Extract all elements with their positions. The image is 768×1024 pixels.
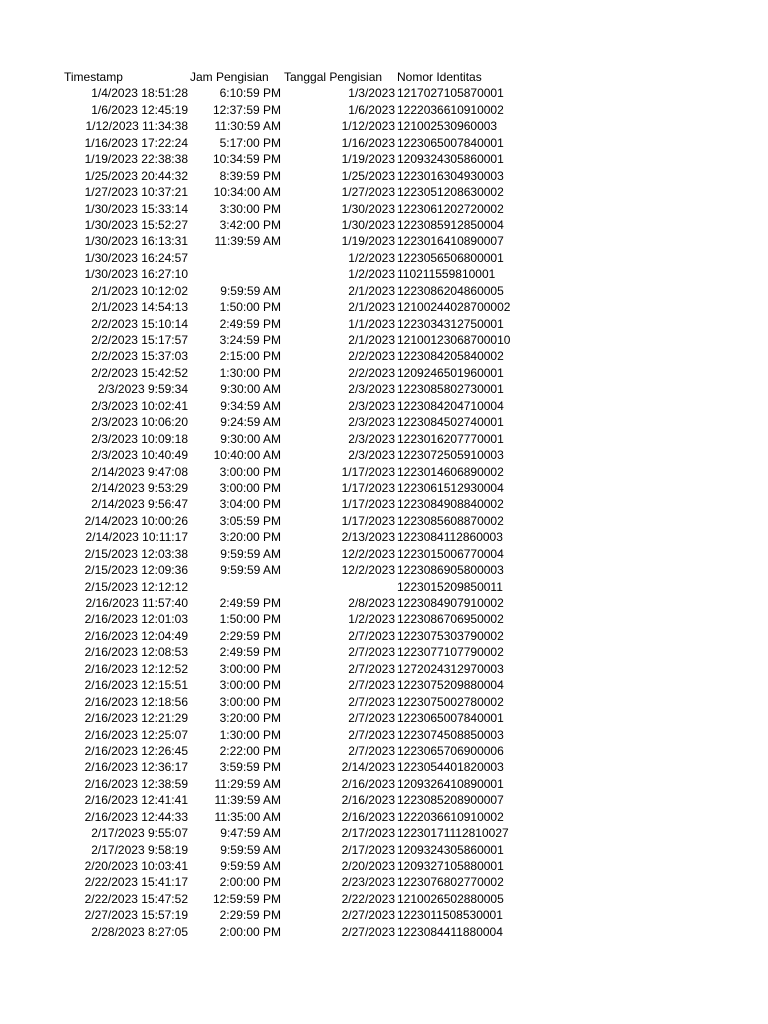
cell-timestamp: 1/25/2023 20:44:32 — [84, 168, 188, 183]
spreadsheet — [0, 69, 768, 940]
cell-jam-pengisian: 9:34:59 AM — [220, 398, 281, 413]
cell-timestamp: 2/22/2023 15:41:17 — [84, 875, 188, 890]
cell-timestamp: 2/16/2023 11:57:40 — [85, 596, 188, 610]
table-row — [0, 628, 768, 644]
cell-jam-pengisian: 3:00:00 PM — [219, 464, 281, 479]
cell-tanggal-pengisian: 2/14/2023 — [341, 760, 395, 775]
cell-timestamp: 2/3/2023 10:02:41 — [91, 398, 188, 413]
table-row — [0, 398, 768, 414]
cell-timestamp: 2/16/2023 12:15:51 — [84, 678, 188, 693]
cell-jam-pengisian: 10:34:00 AM — [213, 185, 281, 200]
table-row — [0, 842, 768, 858]
cell-timestamp: 2/16/2023 12:21:29 — [84, 711, 188, 726]
header-timestamp: Timestamp — [64, 70, 123, 84]
cell-jam-pengisian: 2:29:59 PM — [219, 908, 281, 923]
cell-jam-pengisian: 3:20:00 PM — [219, 711, 281, 726]
table-row — [0, 283, 768, 299]
cell-timestamp: 2/16/2023 12:04:49 — [84, 628, 188, 643]
cell-timestamp: 2/16/2023 12:44:33 — [84, 809, 188, 824]
cell-nomor-identitas: 1223084411880004 — [397, 924, 503, 939]
cell-nomor-identitas: 1209327105880001 — [397, 859, 504, 873]
cell-tanggal-pengisian: 2/7/2023 — [348, 711, 395, 726]
cell-nomor-identitas: 1223085912850004 — [397, 217, 504, 232]
cell-nomor-identitas: 1223065007840001 — [397, 711, 504, 726]
cell-tanggal-pengisian: 2/3/2023 — [348, 382, 395, 397]
table-row — [0, 677, 768, 693]
table-row — [0, 102, 768, 118]
cell-nomor-identitas: 1223084205840002 — [397, 349, 504, 364]
cell-timestamp: 2/16/2023 12:01:03 — [84, 612, 188, 627]
table-row — [0, 611, 768, 627]
cell-tanggal-pengisian: 1/17/2023 — [341, 513, 395, 528]
cell-nomor-identitas: 121002530960003 — [397, 119, 498, 134]
table-row — [0, 414, 768, 430]
cell-jam-pengisian: 3:59:59 PM — [219, 760, 281, 775]
cell-timestamp: 1/19/2023 22:38:38 — [84, 152, 188, 167]
table-row — [0, 792, 768, 808]
table-row — [0, 513, 768, 529]
cell-jam-pengisian: 3:42:00 PM — [219, 217, 281, 232]
cell-timestamp: 2/20/2023 10:03:41 — [84, 859, 188, 873]
cell-tanggal-pengisian: 12/2/2023 — [341, 563, 395, 578]
cell-jam-pengisian: 2:22:00 PM — [219, 743, 281, 758]
cell-timestamp: 2/2/2023 15:37:03 — [91, 349, 188, 364]
header-tanggal-pengisian: Tanggal Pengisian — [284, 70, 383, 84]
table-row — [0, 546, 768, 562]
cell-tanggal-pengisian: 2/7/2023 — [348, 694, 395, 709]
cell-timestamp: 2/16/2023 12:36:17 — [84, 760, 188, 775]
cell-timestamp: 2/3/2023 10:06:20 — [91, 415, 188, 430]
cell-tanggal-pengisian: 2/7/2023 — [348, 628, 395, 643]
table-row — [0, 332, 768, 348]
cell-jam-pengisian: 3:05:59 PM — [219, 513, 281, 528]
cell-tanggal-pengisian: 2/20/2023 — [341, 859, 395, 873]
cell-nomor-identitas: 1209324305860001 — [397, 152, 504, 167]
cell-timestamp: 2/16/2023 12:38:59 — [84, 776, 188, 791]
cell-jam-pengisian: 10:40:00 AM — [213, 448, 281, 463]
cell-nomor-identitas: 1223054401820003 — [397, 760, 504, 775]
cell-jam-pengisian: 9:30:00 AM — [220, 382, 281, 397]
cell-nomor-identitas: 1223011508530001 — [397, 908, 503, 923]
cell-nomor-identitas: 1223061202720002 — [397, 201, 504, 216]
cell-timestamp: 2/17/2023 9:55:07 — [91, 826, 188, 841]
cell-tanggal-pengisian: 1/19/2023 — [341, 152, 395, 167]
cell-nomor-identitas: 1223034312750001 — [397, 316, 504, 331]
cell-tanggal-pengisian: 2/3/2023 — [348, 431, 395, 446]
cell-jam-pengisian: 9:47:59 AM — [220, 826, 281, 841]
cell-jam-pengisian: 8:39:59 PM — [219, 168, 281, 183]
cell-timestamp: 2/16/2023 12:26:45 — [84, 743, 188, 758]
cell-tanggal-pengisian: 2/7/2023 — [348, 661, 395, 676]
cell-tanggal-pengisian: 2/7/2023 — [348, 743, 395, 758]
table-row — [0, 874, 768, 890]
table-row — [0, 694, 768, 710]
cell-timestamp: 2/14/2023 10:00:26 — [84, 513, 188, 528]
cell-tanggal-pengisian: 2/7/2023 — [348, 645, 395, 660]
header-nomor-identitas: Nomor Identitas — [397, 70, 482, 84]
cell-tanggal-pengisian: 1/1/2023 — [348, 316, 395, 331]
table-row — [0, 348, 768, 364]
cell-jam-pengisian: 3:00:00 PM — [219, 480, 281, 495]
cell-timestamp: 2/22/2023 15:47:52 — [84, 891, 188, 906]
cell-nomor-identitas: 1223084908840002 — [397, 497, 504, 512]
cell-jam-pengisian: 11:35:00 AM — [214, 809, 281, 824]
cell-tanggal-pengisian: 2/2/2023 — [348, 349, 395, 364]
table-row — [0, 217, 768, 233]
cell-timestamp: 1/30/2023 15:52:27 — [84, 217, 188, 232]
cell-timestamp: 2/15/2023 12:03:38 — [84, 546, 188, 561]
cell-tanggal-pengisian: 1/2/2023 — [348, 250, 395, 265]
cell-tanggal-pengisian: 2/3/2023 — [348, 448, 395, 463]
cell-nomor-identitas: 1223051208630002 — [397, 185, 504, 200]
cell-jam-pengisian: 2:49:59 PM — [219, 596, 281, 610]
cell-tanggal-pengisian: 2/16/2023 — [341, 809, 395, 824]
table-row — [0, 299, 768, 315]
cell-tanggal-pengisian: 1/17/2023 — [341, 464, 395, 479]
cell-tanggal-pengisian: 2/1/2023 — [348, 300, 395, 315]
cell-timestamp: 2/2/2023 15:10:14 — [91, 316, 188, 331]
cell-timestamp: 1/30/2023 15:33:14 — [84, 201, 188, 216]
cell-tanggal-pengisian: 1/12/2023 — [341, 119, 395, 134]
cell-nomor-identitas: 1223086706950002 — [397, 612, 504, 627]
table-row — [0, 529, 768, 545]
cell-timestamp: 2/27/2023 15:57:19 — [84, 908, 188, 923]
cell-timestamp: 2/14/2023 9:56:47 — [91, 497, 188, 512]
table-row — [0, 233, 768, 249]
table-row — [0, 907, 768, 923]
table-row — [0, 858, 768, 874]
cell-tanggal-pengisian: 1/27/2023 — [341, 185, 395, 200]
cell-timestamp: 2/16/2023 12:25:07 — [84, 727, 188, 742]
table-row — [0, 562, 768, 578]
cell-nomor-identitas: 1210026502880005 — [397, 891, 504, 906]
cell-nomor-identitas: 12100123068700010 — [397, 333, 511, 347]
cell-jam-pengisian: 12:59:59 PM — [212, 891, 281, 906]
cell-jam-pengisian: 3:30:00 PM — [219, 201, 281, 216]
table-row — [0, 825, 768, 841]
cell-nomor-identitas: 1209246501960001 — [397, 365, 504, 380]
cell-jam-pengisian: 1:30:00 PM — [219, 365, 281, 380]
cell-jam-pengisian: 9:59:59 AM — [220, 546, 281, 561]
cell-tanggal-pengisian: 1/16/2023 — [341, 135, 395, 150]
cell-jam-pengisian: 9:24:59 AM — [220, 415, 281, 430]
cell-jam-pengisian: 9:59:59 AM — [220, 842, 281, 857]
cell-timestamp: 1/4/2023 18:51:28 — [91, 86, 188, 101]
cell-tanggal-pengisian: 2/17/2023 — [341, 842, 395, 857]
cell-tanggal-pengisian: 2/22/2023 — [341, 891, 395, 906]
cell-timestamp: 2/16/2023 12:18:56 — [84, 694, 188, 709]
cell-timestamp: 2/14/2023 10:11:17 — [85, 530, 188, 545]
header-row — [0, 69, 768, 85]
table-row — [0, 85, 768, 101]
table-row — [0, 644, 768, 660]
data-rows — [0, 85, 768, 940]
cell-timestamp: 2/16/2023 12:08:53 — [84, 645, 188, 660]
cell-timestamp: 2/1/2023 10:12:02 — [91, 283, 188, 298]
cell-jam-pengisian: 10:34:59 PM — [212, 152, 281, 167]
table-row — [0, 759, 768, 775]
table-row — [0, 743, 768, 759]
cell-nomor-identitas: 1223074508850003 — [397, 727, 504, 742]
table-row — [0, 250, 768, 266]
cell-jam-pengisian: 1:30:00 PM — [219, 727, 281, 742]
cell-jam-pengisian: 2:00:00 PM — [219, 875, 281, 890]
table-row — [0, 891, 768, 907]
cell-jam-pengisian: 3:00:00 PM — [219, 678, 281, 693]
cell-jam-pengisian: 11:39:59 AM — [214, 234, 281, 249]
cell-nomor-identitas: 1223085208900007 — [397, 793, 504, 808]
cell-timestamp: 2/3/2023 9:59:34 — [97, 382, 188, 397]
cell-nomor-identitas: 1223065706900006 — [397, 743, 504, 758]
cell-nomor-identitas: 1223084204710004 — [397, 398, 504, 413]
table-row — [0, 118, 768, 134]
cell-jam-pengisian: 3:04:00 PM — [219, 497, 281, 512]
cell-nomor-identitas: 1223086204860005 — [397, 283, 504, 298]
table-row — [0, 266, 768, 282]
cell-timestamp: 1/12/2023 11:34:38 — [85, 119, 188, 134]
cell-jam-pengisian: 1:50:00 PM — [219, 300, 281, 315]
table-row — [0, 316, 768, 332]
cell-timestamp: 2/2/2023 15:42:52 — [91, 365, 188, 380]
cell-nomor-identitas: 1223065007840001 — [397, 135, 504, 150]
table-row — [0, 727, 768, 743]
cell-nomor-identitas: 1223085802730001 — [397, 382, 504, 397]
cell-timestamp: 2/3/2023 10:09:18 — [91, 431, 188, 446]
table-row — [0, 496, 768, 512]
table-row — [0, 168, 768, 184]
cell-timestamp: 1/30/2023 16:24:57 — [84, 250, 188, 265]
cell-timestamp: 2/1/2023 14:54:13 — [91, 300, 188, 315]
cell-timestamp: 2/14/2023 9:53:29 — [91, 480, 188, 495]
cell-tanggal-pengisian: 2/3/2023 — [348, 398, 395, 413]
cell-nomor-identitas: 1223084502740001 — [397, 415, 504, 430]
cell-tanggal-pengisian: 1/25/2023 — [341, 168, 395, 183]
cell-nomor-identitas: 1223015006770004 — [397, 546, 504, 561]
cell-tanggal-pengisian: 12/2/2023 — [341, 546, 395, 561]
cell-jam-pengisian: 11:39:59 AM — [214, 793, 281, 808]
cell-jam-pengisian: 5:17:00 PM — [219, 135, 281, 150]
cell-jam-pengisian: 1:50:00 PM — [219, 612, 281, 627]
cell-tanggal-pengisian: 2/7/2023 — [348, 678, 395, 693]
cell-nomor-identitas: 1223084112860003 — [397, 530, 503, 545]
table-row — [0, 135, 768, 151]
cell-tanggal-pengisian: 2/1/2023 — [348, 333, 395, 347]
cell-nomor-identitas: 1223016410890007 — [397, 234, 504, 249]
table-row — [0, 365, 768, 381]
table-row — [0, 464, 768, 480]
cell-timestamp: 1/30/2023 16:27:10 — [84, 267, 188, 282]
cell-timestamp: 2/15/2023 12:09:36 — [84, 563, 188, 578]
cell-nomor-identitas: 1222036610910002 — [397, 102, 504, 117]
cell-tanggal-pengisian: 1/17/2023 — [341, 480, 395, 495]
cell-tanggal-pengisian: 1/2/2023 — [348, 612, 395, 627]
cell-jam-pengisian: 2:49:59 PM — [219, 645, 281, 660]
cell-timestamp: 2/16/2023 12:41:41 — [84, 793, 188, 808]
table-row — [0, 579, 768, 595]
cell-tanggal-pengisian: 2/13/2023 — [341, 530, 395, 545]
table-row — [0, 151, 768, 167]
cell-tanggal-pengisian: 2/7/2023 — [348, 727, 395, 742]
cell-jam-pengisian: 3:20:00 PM — [219, 530, 281, 545]
cell-jam-pengisian: 12:37:59 PM — [212, 102, 281, 117]
cell-nomor-identitas: 1222036610910002 — [397, 809, 504, 824]
cell-timestamp: 2/16/2023 12:12:52 — [84, 661, 188, 676]
cell-tanggal-pengisian: 2/1/2023 — [348, 283, 395, 298]
cell-tanggal-pengisian: 2/27/2023 — [341, 924, 395, 939]
cell-nomor-identitas: 1223085608870002 — [397, 513, 504, 528]
cell-tanggal-pengisian: 2/27/2023 — [341, 908, 395, 923]
cell-tanggal-pengisian: 1/30/2023 — [341, 201, 395, 216]
cell-jam-pengisian: 2:29:59 PM — [219, 628, 281, 643]
cell-tanggal-pengisian: 1/6/2023 — [348, 102, 395, 117]
cell-nomor-identitas: 1223015209850011 — [397, 579, 503, 594]
table-row — [0, 201, 768, 217]
header-jam-pengisian: Jam Pengisian — [190, 70, 269, 84]
cell-tanggal-pengisian: 1/17/2023 — [341, 497, 395, 512]
cell-nomor-identitas: 1223061512930004 — [397, 480, 504, 495]
cell-tanggal-pengisian: 2/2/2023 — [348, 365, 395, 380]
cell-timestamp: 1/30/2023 16:13:31 — [84, 234, 188, 249]
cell-timestamp: 1/16/2023 17:22:24 — [84, 135, 188, 150]
cell-timestamp: 2/17/2023 9:58:19 — [91, 842, 188, 857]
cell-jam-pengisian: 3:24:59 PM — [219, 333, 281, 347]
cell-timestamp: 1/27/2023 10:37:21 — [84, 185, 188, 200]
cell-nomor-identitas: 1223077107790002 — [397, 645, 504, 660]
cell-nomor-identitas: 1223075303790002 — [397, 628, 504, 643]
cell-jam-pengisian: 2:15:00 PM — [219, 349, 281, 364]
cell-tanggal-pengisian: 2/8/2023 — [348, 596, 395, 610]
cell-tanggal-pengisian: 1/3/2023 — [348, 86, 395, 101]
cell-nomor-identitas: 1223014606890002 — [397, 464, 504, 479]
cell-timestamp: 2/28/2023 8:27:05 — [91, 924, 188, 939]
cell-nomor-identitas: 1217027105870001 — [397, 86, 504, 101]
cell-timestamp: 2/3/2023 10:40:49 — [91, 448, 188, 463]
cell-nomor-identitas: 1223016304930003 — [397, 168, 504, 183]
cell-nomor-identitas: 12100244028700002 — [397, 300, 511, 315]
cell-tanggal-pengisian: 2/16/2023 — [341, 776, 395, 791]
cell-timestamp: 1/6/2023 12:45:19 — [91, 102, 188, 117]
table-row — [0, 776, 768, 792]
cell-tanggal-pengisian: 2/17/2023 — [341, 826, 395, 841]
cell-nomor-identitas: 1272024312970003 — [397, 661, 504, 676]
cell-nomor-identitas: 110211559810001 — [397, 267, 496, 282]
cell-tanggal-pengisian: 2/3/2023 — [348, 415, 395, 430]
table-row — [0, 710, 768, 726]
table-row — [0, 661, 768, 677]
cell-nomor-identitas: 1223075002780002 — [397, 694, 504, 709]
cell-tanggal-pengisian: 1/2/2023 — [348, 267, 395, 282]
cell-nomor-identitas: 1209326410890001 — [397, 776, 504, 791]
cell-nomor-identitas: 1223016207770001 — [397, 431, 504, 446]
cell-tanggal-pengisian: 2/16/2023 — [341, 793, 395, 808]
cell-timestamp: 2/2/2023 15:17:57 — [91, 333, 188, 347]
table-row — [0, 447, 768, 463]
cell-nomor-identitas: 12230171112810027 — [397, 826, 509, 841]
cell-tanggal-pengisian: 1/30/2023 — [341, 217, 395, 232]
cell-jam-pengisian: 11:29:59 AM — [214, 776, 281, 791]
table-row — [0, 381, 768, 397]
cell-nomor-identitas: 1223056506800001 — [397, 250, 504, 265]
cell-nomor-identitas: 1223075209880004 — [397, 678, 504, 693]
cell-tanggal-pengisian: 1/19/2023 — [341, 234, 395, 249]
cell-timestamp: 2/14/2023 9:47:08 — [91, 464, 188, 479]
table-row — [0, 431, 768, 447]
cell-jam-pengisian: 9:30:00 AM — [220, 431, 281, 446]
cell-jam-pengisian: 9:59:59 AM — [220, 283, 281, 298]
cell-jam-pengisian: 6:10:59 PM — [219, 86, 281, 101]
cell-jam-pengisian: 9:59:59 AM — [220, 859, 281, 873]
cell-jam-pengisian: 2:00:00 PM — [219, 924, 281, 939]
cell-timestamp: 2/15/2023 12:12:12 — [84, 579, 188, 594]
cell-jam-pengisian: 9:59:59 AM — [220, 563, 281, 578]
table-row — [0, 480, 768, 496]
table-row — [0, 809, 768, 825]
cell-jam-pengisian: 2:49:59 PM — [219, 316, 281, 331]
cell-nomor-identitas: 1223084907910002 — [397, 596, 504, 610]
cell-jam-pengisian: 11:30:59 AM — [214, 119, 281, 134]
cell-nomor-identitas: 1209324305860001 — [397, 842, 504, 857]
cell-jam-pengisian: 3:00:00 PM — [219, 694, 281, 709]
cell-nomor-identitas: 1223076802770002 — [397, 875, 504, 890]
table-row — [0, 595, 768, 611]
cell-nomor-identitas: 1223072505910003 — [397, 448, 504, 463]
table-row — [0, 924, 768, 940]
table-row — [0, 184, 768, 200]
cell-nomor-identitas: 1223086905800003 — [397, 563, 504, 578]
cell-jam-pengisian: 3:00:00 PM — [219, 661, 281, 676]
cell-tanggal-pengisian: 2/23/2023 — [341, 875, 395, 890]
